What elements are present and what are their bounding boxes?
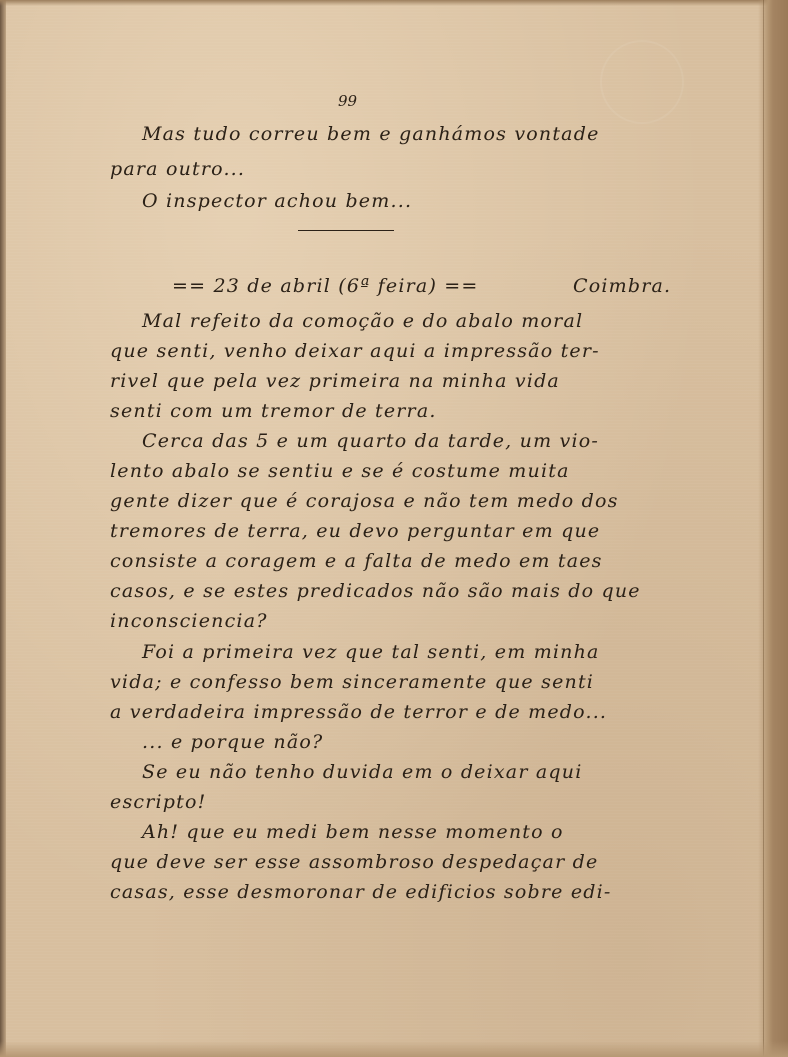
page-fold-line [763, 0, 764, 1057]
text-line: Mal refeito da comoção e do abalo moral [142, 310, 584, 332]
text-line: que deve ser esse assombroso despedaçar de [110, 851, 599, 873]
text-line: que senti, venho deixar aqui a impressão ter- [110, 340, 600, 362]
text-line: Cerca das 5 e um quarto da tarde, um vio- [142, 430, 600, 452]
text-line: Se eu não tenho duvida em o deixar aqui [142, 761, 583, 783]
text-line: casas, esse desmoronar de edificios sobre edi- [110, 881, 612, 903]
text-line: inconsciencia? [110, 610, 268, 632]
page-top-edge [0, 0, 788, 6]
faint-stamp [600, 40, 684, 124]
text-line: Ah! que eu medi bem nesse momento o [142, 821, 564, 843]
entry-place: Coimbra. [573, 275, 672, 297]
page-bottom-edge [0, 1041, 788, 1057]
entry-date: == 23 de abril (6ª feira) == [172, 275, 479, 297]
text-line: lento abalo se sentiu e se é costume muita [110, 460, 570, 482]
text-line: ... e porque não? [142, 731, 324, 753]
text-line: rivel que pela vez primeira na minha vida [110, 370, 560, 392]
text-line: a verdadeira impressão de terror e de medo... [110, 701, 608, 723]
text-line: Foi a primeira vez que tal senti, em minha [142, 641, 600, 663]
text-line: para outro... [110, 158, 246, 180]
page-number: 99 [338, 92, 358, 110]
text-line: senti com um tremor de terra. [110, 400, 437, 422]
text-line: O inspector achou bem... [142, 190, 413, 212]
text-line: escripto! [110, 791, 207, 813]
text-line: gente dizer que é corajosa e não tem medo dos [110, 490, 619, 512]
text-line: tremores de terra, eu devo perguntar em que [110, 520, 601, 542]
text-line: vida; e confesso bem sinceramente que senti [110, 671, 595, 693]
text-line: Mas tudo correu bem e ganhámos vontade [142, 123, 600, 145]
page-left-edge [0, 0, 6, 1057]
section-divider [298, 230, 394, 231]
text-line: casos, e se estes predicados não são mais do que [110, 580, 641, 602]
text-line: consiste a coragem e a falta de medo em taes [110, 550, 603, 572]
